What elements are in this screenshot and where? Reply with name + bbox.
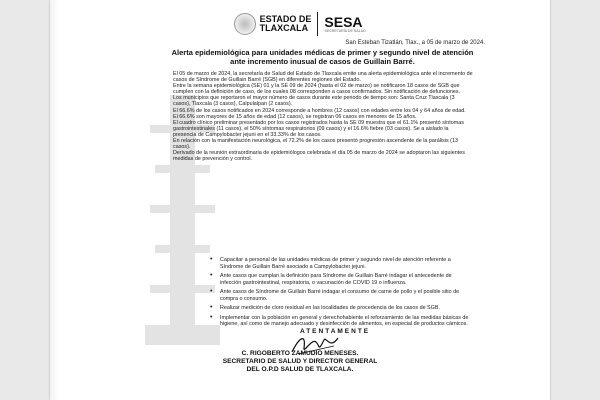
closing-salutation: ATENTAMENTE <box>300 328 371 335</box>
paragraph: Derivado de la reunión extraordinaria de epidemiólogos celebrada el día 05 de marzo de 2024 se adoptaron las siguientes medidas de prevención y control. <box>173 150 465 163</box>
measures-list <box>210 257 474 331</box>
government-logo-text <box>260 15 312 33</box>
gov-line-2: TLAXCALA <box>259 23 309 33</box>
agency-name: SESA <box>324 14 363 30</box>
paragraph: Entre la semana epidemiológica (SE) 01 y la SE 09 de 2024 (hasta el 02 de marzo) se notificaron 18 casos de SGB que cumplen con la definición de caso, de los cuales 08 corresponden a casos confirmados. Sin notificación de defunciones. <box>173 83 461 96</box>
gov-line-1: ESTADO DE <box>259 14 312 24</box>
signer-organization: DEL O.P.D SALUD DE TLAXCALA. <box>246 366 354 373</box>
agency-subtitle: SECRETARÍA DE SALUD <box>324 29 366 33</box>
list-item: • Capacitar a personal de las unidades médicas de primer y segundo nivel de atención referente a Síndrome de Guillain Barré asociado a Campylobacter jejuni. <box>210 257 474 270</box>
paragraph: Los municipios que reportaron el mayor número de casos durante este periodo de tiempo son: Santa Cruz Tlaxcala (3 casos), Tlaxcala (3 casos), Calpulalpan (2 casos). <box>173 95 455 108</box>
page-edge <box>50 0 59 400</box>
document-title: Alerta epidemiológica para unidades médicas de primer y segundo nivel de atención ante incremento inusual de casos de Guillain Barré. <box>171 48 474 66</box>
signer-name: C. RIGOBERTO ZAMUDIO MENESES. <box>241 350 359 357</box>
agency-logo <box>324 15 366 33</box>
paragraph: El 05 de marzo de 2024, la secretaría de Salud del Estado de Tlaxcala emite una alerta epidemiológica ante el incremento de casos de Síndrome de Guillain Barré (SGB) en diferentes regiones del Estado. <box>173 71 473 84</box>
list-item: • Implementar con la población en general y derechohabiente el reforzamiento de las medidas básicas de higiene, así como de manejo adecuado y desinfección de alimentos, en especial de productos cárnicos. <box>210 315 474 328</box>
document-page <box>50 0 550 400</box>
document-body <box>173 71 473 162</box>
logo-divider <box>317 12 318 36</box>
list-item: • Ante casos que cumplan la definición para Síndrome de Guillain Barré indagar el antecedente de infección gastrointestinal, respiratoria, o vacunación de COVID 19 o influenza. <box>210 273 474 286</box>
paragraph: El 66.6% de los casos notificados en 2024 corresponde a hombres (12 casos) con edades entre los 04 y 64 años de edad. <box>173 107 466 114</box>
signer-block <box>50 350 550 374</box>
paragraph: El cuadro clínico preliminar presentado por los casos registrados hasta la SE 09 muestra que el 61.1% presentó síntomas gastrointestinales (11 casos), el 50% síntomas respiratorios (09 casos) y el 16.6% fiebre (03 casos). Se a aislado la presencia de Campylobacter jejuni en el 33.33% de los casos. <box>173 119 464 138</box>
state-emblem-icon <box>234 13 256 35</box>
list-item: • Ante casos de Síndrome de Guillain Barré indagar el consumo de carne de pollo y el posible sitio de compra o consumo. <box>210 289 474 302</box>
paragraph: En relación con la manifestación neurológica, el 72.2% de los casos presentó progresión ascendente de la parálisis (13 casos). <box>173 138 458 151</box>
place-date: San Esteban Tizatlán, Tlax., a 05 de marzo de 2024. <box>345 40 485 46</box>
letterhead <box>50 6 550 42</box>
signer-position: SECRETARIO DE SALUD Y DIRECTOR GENERAL <box>222 358 378 365</box>
paragraph: El 66.6% son mayores de 15 años de edad (12 casos), se registran 06 casos en menores de 15 años. <box>173 113 417 120</box>
list-item: • Realizar medición de cloro residual en las localidades de procedencia de los casos de SGB. <box>210 305 474 312</box>
